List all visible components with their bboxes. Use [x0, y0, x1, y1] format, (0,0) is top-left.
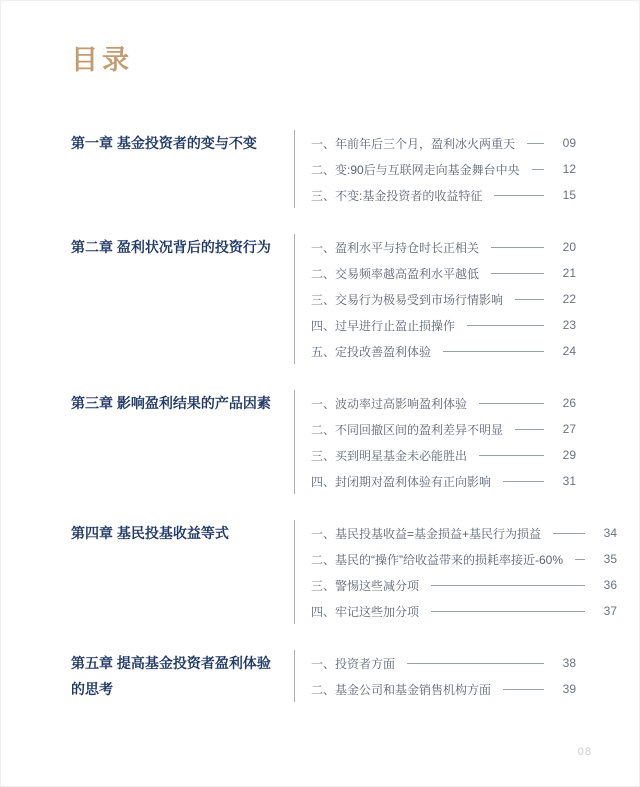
- toc-entry: [311, 546, 617, 572]
- toc-entry-label: 三、警惕这些减分项: [311, 578, 420, 593]
- toc-entry: [311, 286, 576, 312]
- toc-entry-label: 三、交易行为极易受到市场行情影响: [311, 292, 504, 307]
- leader-line: [527, 143, 544, 144]
- chapter-section-1: [71, 130, 576, 208]
- toc-entry-page: 35: [603, 552, 618, 566]
- toc-entry-page: 12: [562, 162, 576, 176]
- chapter-title: 第四章 基民投基收益等式: [71, 525, 229, 541]
- toc-entry-label: 四、封闭期对盈利体验有正向影响: [311, 474, 492, 489]
- leader-line: [515, 299, 544, 300]
- footer-page-number: 08: [577, 746, 592, 758]
- toc-entry-page: 26: [562, 396, 576, 410]
- chapter-title: 第五章 提高基金投资者盈利体验的思考: [71, 655, 271, 697]
- toc-entry-page: 24: [562, 344, 576, 358]
- leader-line: [532, 169, 544, 170]
- toc-entry: [311, 442, 576, 468]
- toc-entry: [311, 234, 576, 260]
- toc-entry-label: 一、基民投基收益=基金损益+基民行为损益: [311, 526, 542, 541]
- toc-entry: [311, 676, 576, 702]
- toc-entry-label: 一、波动率过高影响盈利体验: [311, 396, 468, 411]
- leader-line: [515, 429, 544, 430]
- leader-line: [491, 247, 544, 248]
- chapter-section-3: [71, 390, 576, 494]
- chapter-title: 第三章 影响盈利结果的产品因素: [71, 395, 271, 411]
- toc-entry-page: 20: [562, 240, 576, 254]
- toc-entry-label: 三、不变:基金投资者的收益特征: [311, 188, 483, 203]
- toc-entry: [311, 520, 617, 546]
- toc-entry: [311, 468, 576, 494]
- toc-entry-label: 一、盈利水平与持仓时长正相关: [311, 240, 480, 255]
- toc-entry: [311, 598, 617, 624]
- toc-entry-page: 09: [562, 136, 576, 150]
- toc-entry-label: 二、基民的“操作”给收益带来的损耗率接近-60%: [311, 552, 564, 567]
- chapter-items: [294, 234, 576, 364]
- chapter-items: [294, 650, 576, 702]
- toc-entry: [311, 260, 576, 286]
- leader-line: [467, 325, 544, 326]
- toc-entry-page: 22: [562, 292, 576, 306]
- chapter-section-4: [71, 520, 618, 624]
- toc-entry: [311, 572, 617, 598]
- leader-line: [443, 351, 544, 352]
- chapter-title: 第一章 基金投资者的变与不变: [71, 135, 257, 151]
- toc-entry-page: 29: [562, 448, 576, 462]
- toc-entry-page: 27: [562, 422, 576, 436]
- toc-entry-page: 23: [562, 318, 576, 332]
- toc-entry: [311, 416, 576, 442]
- toc-entry: [311, 312, 576, 338]
- toc-entry-label: 一、年前年后三个月，盈利冰火两重天: [311, 136, 516, 151]
- toc-entry-label: 四、牢记这些加分项: [311, 604, 420, 619]
- leader-line: [479, 455, 544, 456]
- leader-line: [503, 689, 544, 690]
- toc-entry: [311, 156, 576, 182]
- chapter-items: [294, 130, 576, 208]
- leader-line: [494, 195, 544, 196]
- toc-entry-label: 二、基金公司和基金销售机构方面: [311, 682, 492, 697]
- leader-line: [479, 403, 544, 404]
- toc-entry: [311, 338, 576, 364]
- leader-line: [503, 481, 544, 482]
- leader-line: [407, 663, 544, 664]
- leader-line: [491, 273, 544, 274]
- toc-entry-label: 二、变:90后与互联网走向基金舞台中央: [311, 162, 520, 177]
- leader-line: [431, 585, 585, 586]
- toc-entry-page: 34: [603, 526, 618, 540]
- leader-line: [431, 611, 585, 612]
- chapter-section-5: [71, 650, 576, 702]
- leader-line: [575, 559, 585, 560]
- toc-entry-page: 21: [562, 266, 576, 280]
- chapter-items: [294, 390, 576, 494]
- toc-entry-page: 37: [603, 604, 618, 618]
- toc-entry: [311, 182, 576, 208]
- toc-entry-label: 五、定投改善盈利体验: [311, 344, 432, 359]
- page-title: 目录: [71, 45, 133, 75]
- toc-entry-label: 四、过早进行止盈止损操作: [311, 318, 456, 333]
- chapter-section-2: [71, 234, 576, 364]
- toc-entry-label: 二、交易频率越高盈利水平越低: [311, 266, 480, 281]
- toc-entry-page: 15: [562, 188, 576, 202]
- toc-entry-page: 38: [562, 656, 576, 670]
- toc-entry: [311, 650, 576, 676]
- toc-entry: [311, 130, 576, 156]
- toc-entry-label: 二、不同回撤区间的盈利差异不明显: [311, 422, 504, 437]
- chapter-items: [294, 520, 617, 624]
- toc-entry-label: 三、买到明星基金未必能胜出: [311, 448, 468, 463]
- toc-entry-label: 一、投资者方面: [311, 656, 396, 671]
- toc-entry-page: 36: [603, 578, 618, 592]
- leader-line: [553, 533, 585, 534]
- toc-entry-page: 39: [562, 682, 576, 696]
- chapter-title: 第二章 盈利状况背后的投资行为: [71, 239, 271, 255]
- toc-entry-page: 31: [562, 474, 576, 488]
- toc-entry: [311, 390, 576, 416]
